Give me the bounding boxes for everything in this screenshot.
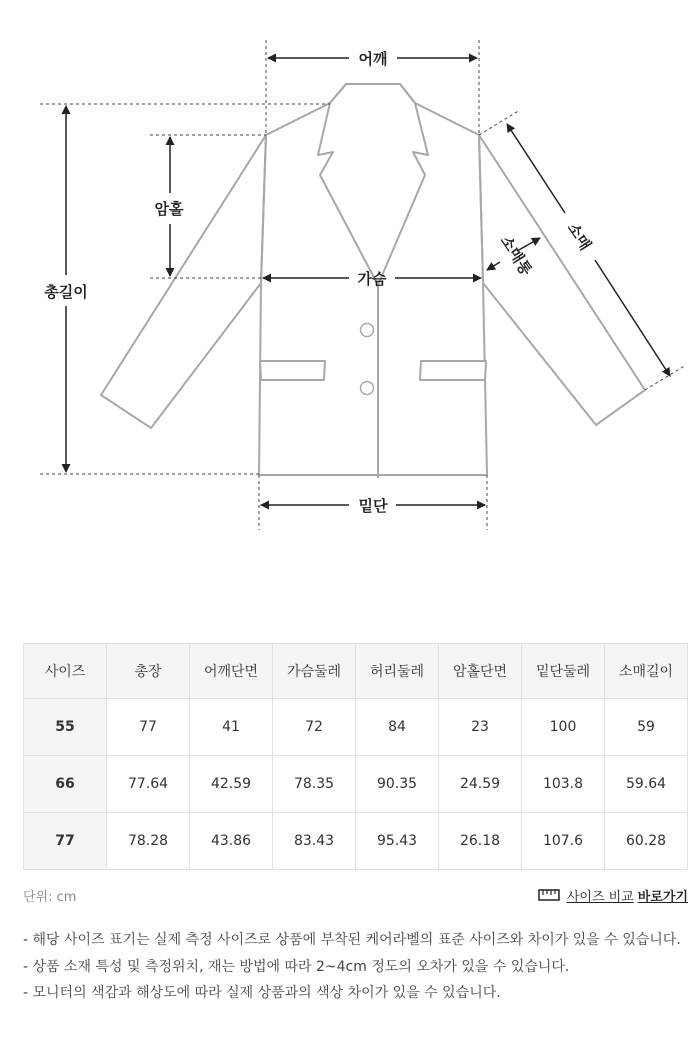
jacket-left-sleeve xyxy=(101,135,266,428)
table-cell: 77.64 xyxy=(107,756,190,813)
table-cell: 84 xyxy=(356,699,439,756)
armhole-label: 암홀 xyxy=(154,200,184,218)
table-cell: 90.35 xyxy=(356,756,439,813)
note-item: - 상품 소재 특성 및 측정위치, 재는 방법에 따라 2~4cm 정도의 오차가 있을 수 있습니다. xyxy=(23,958,570,975)
table-cell: 43.86 xyxy=(190,813,273,870)
header-cell: 어깨단면 xyxy=(190,644,273,699)
header-cell: 가슴둘레 xyxy=(273,644,356,699)
shoulder-label: 어깨 xyxy=(358,50,388,68)
sleeve-opening-label: 소매통 xyxy=(496,232,536,279)
sleeve-label: 소매 xyxy=(563,219,595,254)
table-cell: 41 xyxy=(190,699,273,756)
table-cell: 42.59 xyxy=(190,756,273,813)
size-cell: 77 xyxy=(24,813,107,870)
size-cell: 66 xyxy=(24,756,107,813)
header-cell: 소매길이 xyxy=(605,644,688,699)
jacket-button-bottom xyxy=(361,382,374,395)
table-cell: 60.28 xyxy=(605,813,688,870)
jacket-button-top xyxy=(361,324,374,337)
table-cell: 26.18 xyxy=(439,813,522,870)
table-cell: 59 xyxy=(605,699,688,756)
table-cell: 107.6 xyxy=(522,813,605,870)
header-cell: 총장 xyxy=(107,644,190,699)
size-compare-text: 사이즈 비교 xyxy=(566,889,634,905)
table-cell: 78.28 xyxy=(107,813,190,870)
hem-label: 밑단 xyxy=(358,497,388,515)
table-cell: 83.43 xyxy=(273,813,356,870)
table-header-row xyxy=(24,644,688,699)
jacket-left-pocket xyxy=(260,361,325,380)
header-cell: 사이즈 xyxy=(24,644,107,699)
table-cell: 24.59 xyxy=(439,756,522,813)
table-cell: 78.35 xyxy=(273,756,356,813)
ruler-icon xyxy=(538,889,560,901)
size-table xyxy=(23,643,688,870)
table-cell: 72 xyxy=(273,699,356,756)
total-length-label: 총길이 xyxy=(44,283,88,301)
note-item: - 모니터의 색감과 해상도에 따라 실제 상품과의 색상 차이가 있을 수 있습니다. xyxy=(23,985,501,1001)
table-row xyxy=(24,813,688,870)
jacket-right-pocket xyxy=(420,361,486,380)
header-cell: 암홀단면 xyxy=(439,644,522,699)
table-cell: 77 xyxy=(107,699,190,756)
header-cell: 허리둘레 xyxy=(356,644,439,699)
table-cell: 23 xyxy=(439,699,522,756)
table-row xyxy=(24,756,688,813)
table-cell: 100 xyxy=(522,699,605,756)
notes-list xyxy=(23,927,688,1007)
table-cell: 95.43 xyxy=(356,813,439,870)
note-item: - 해당 사이즈 표기는 실제 측정 사이즈로 상품에 부착된 케어라벨의 표준 사이즈와 차이가 있을 수 있습니다. xyxy=(23,932,681,948)
unit-text: 단위: cm xyxy=(23,890,77,905)
table-row xyxy=(24,699,688,756)
size-compare-link[interactable] xyxy=(538,885,688,905)
table-cell: 59.64 xyxy=(605,756,688,813)
unit-row xyxy=(23,884,688,906)
size-compare-go: 바로가기 xyxy=(637,889,688,905)
table-cell: 103.8 xyxy=(522,756,605,813)
size-cell: 55 xyxy=(24,699,107,756)
jacket-right-sleeve xyxy=(479,135,645,425)
chest-label: 가슴 xyxy=(357,270,387,288)
header-cell: 밑단둘레 xyxy=(522,644,605,699)
